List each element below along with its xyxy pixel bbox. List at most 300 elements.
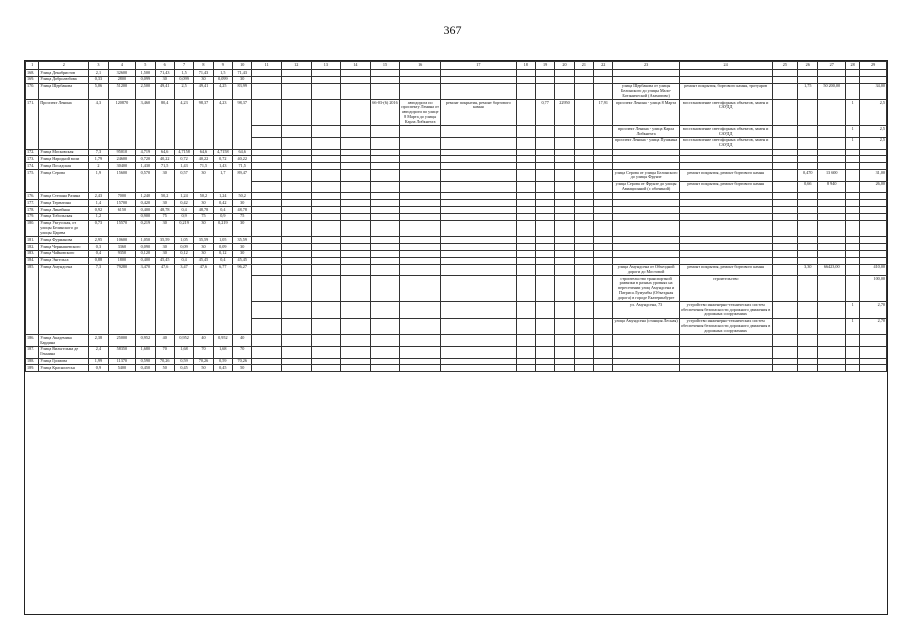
- value-cell: [341, 335, 371, 347]
- value-cell: [574, 163, 593, 170]
- value-cell: [252, 257, 282, 264]
- value-cell: [845, 170, 859, 182]
- value-cell: [772, 126, 798, 138]
- value-cell: [400, 126, 441, 138]
- value-cell: 0,9: [174, 213, 193, 220]
- repair-location: [613, 207, 679, 214]
- value-cell: [441, 213, 516, 220]
- value-cell: [860, 250, 887, 257]
- header-row: [26, 62, 887, 70]
- value-cell: [594, 207, 613, 214]
- value-cell: 30: [194, 170, 213, 193]
- value-cell: [370, 276, 400, 302]
- value-cell: [311, 346, 341, 358]
- value-cell: [341, 83, 371, 99]
- value-cell: 2,1: [89, 70, 108, 77]
- repair-location: улица Амундсена (станция Лесная): [613, 318, 679, 334]
- row-number: 174.: [26, 163, 39, 170]
- value-cell: 1800: [108, 257, 136, 264]
- row-number: 184.: [26, 257, 39, 264]
- column-number: 16: [400, 62, 441, 70]
- value-cell: [441, 257, 516, 264]
- value-cell: 30: [233, 244, 252, 251]
- value-cell: [281, 100, 311, 126]
- value-cell: [574, 100, 593, 126]
- value-cell: [798, 346, 818, 358]
- value-cell: [311, 264, 341, 276]
- value-cell: [574, 193, 593, 200]
- value-cell: [845, 70, 859, 77]
- value-cell: 22950: [555, 100, 574, 126]
- value-cell: [341, 264, 371, 276]
- column-number: 3: [89, 62, 108, 70]
- value-cell: 11370: [108, 358, 136, 365]
- value-cell: [535, 149, 554, 156]
- value-cell: [798, 100, 818, 126]
- street-name: Улица Терентина: [39, 200, 89, 207]
- value-cell: [535, 83, 554, 99]
- value-cell: [772, 213, 798, 220]
- value-cell: [341, 163, 371, 170]
- value-cell: [798, 237, 818, 244]
- row-number: 171.: [26, 100, 39, 149]
- street-name: Улица Чернышевского: [39, 244, 89, 251]
- value-cell: 0,952: [174, 335, 193, 347]
- value-cell: [574, 126, 593, 138]
- value-cell: [772, 76, 798, 83]
- value-cell: 70,26: [194, 358, 213, 365]
- value-cell: 30: [233, 76, 252, 83]
- value-cell: 71,5: [233, 163, 252, 170]
- value-cell: 66-03-(6) 2016: [370, 100, 400, 126]
- value-cell: 4,25: [213, 83, 232, 99]
- value-cell: 1,050: [136, 237, 155, 244]
- value-cell: 0,9: [89, 365, 108, 372]
- value-cell: 1,430: [136, 163, 155, 170]
- table-row: [26, 100, 887, 126]
- value-cell: [574, 156, 593, 163]
- column-number: 27: [818, 62, 846, 70]
- value-cell: [400, 76, 441, 83]
- value-cell: [252, 365, 282, 372]
- value-cell: [845, 220, 859, 236]
- value-cell: [441, 264, 516, 276]
- value-cell: [281, 346, 311, 358]
- value-cell: [311, 83, 341, 99]
- value-cell: [818, 163, 846, 170]
- value-cell: [772, 365, 798, 372]
- value-cell: 2,5: [174, 83, 193, 99]
- value-cell: [845, 250, 859, 257]
- value-cell: [281, 193, 311, 200]
- repair-location: [613, 244, 679, 251]
- value-cell: [252, 83, 282, 99]
- value-cell: [594, 149, 613, 156]
- value-cell: 1,24: [213, 193, 232, 200]
- value-cell: [818, 149, 846, 156]
- value-cell: 0,12: [174, 250, 193, 257]
- value-cell: 50: [194, 365, 213, 372]
- value-cell: [441, 250, 516, 257]
- repair-location: проспект Ленина - улица Пушкина: [613, 137, 679, 149]
- repair-location: улица Серова от Фрунзе до улицы Авиационной (с обочиной): [613, 181, 679, 193]
- value-cell: [311, 163, 341, 170]
- value-cell: [252, 276, 282, 302]
- value-cell: [311, 100, 341, 126]
- value-cell: 70: [155, 346, 174, 358]
- value-cell: [441, 244, 516, 251]
- row-number: 169.: [26, 76, 39, 83]
- value-cell: [574, 181, 593, 193]
- value-cell: [594, 83, 613, 99]
- value-cell: 0,77: [535, 100, 554, 126]
- value-cell: [281, 318, 311, 334]
- value-cell: 30: [155, 200, 174, 207]
- value-cell: [798, 250, 818, 257]
- value-cell: [818, 335, 846, 347]
- value-cell: 0,400: [136, 257, 155, 264]
- value-cell: [555, 346, 574, 358]
- value-cell: 50,2: [233, 193, 252, 200]
- value-cell: [535, 181, 554, 193]
- value-cell: [574, 83, 593, 99]
- value-cell: [555, 257, 574, 264]
- value-cell: [370, 156, 400, 163]
- value-cell: 1,05: [174, 237, 193, 244]
- value-cell: [341, 346, 371, 358]
- table-row: [26, 193, 887, 200]
- value-cell: [555, 200, 574, 207]
- value-cell: [281, 126, 311, 138]
- value-cell: 40: [233, 335, 252, 347]
- value-cell: [555, 250, 574, 257]
- repair-work-type: [679, 358, 772, 365]
- value-cell: [341, 137, 371, 149]
- value-cell: [798, 207, 818, 214]
- street-name: Улица Вильгельма де Геннина: [39, 346, 89, 358]
- value-cell: [574, 213, 593, 220]
- value-cell: [555, 137, 574, 149]
- column-number: 29: [860, 62, 887, 70]
- value-cell: [341, 181, 371, 193]
- value-cell: [594, 244, 613, 251]
- street-name: Улица Степана Разина: [39, 193, 89, 200]
- value-cell: [516, 149, 535, 156]
- value-cell: [400, 318, 441, 334]
- column-number: 8: [194, 62, 213, 70]
- value-cell: [772, 346, 798, 358]
- column-number: 15: [370, 62, 400, 70]
- value-cell: [772, 193, 798, 200]
- row-number: 189.: [26, 365, 39, 372]
- value-cell: [535, 346, 554, 358]
- value-cell: [594, 170, 613, 182]
- value-cell: [400, 163, 441, 170]
- value-cell: [516, 365, 535, 372]
- value-cell: 71,43: [155, 70, 174, 77]
- value-cell: [252, 70, 282, 77]
- value-cell: [594, 257, 613, 264]
- value-cell: [281, 83, 311, 99]
- value-cell: [798, 213, 818, 220]
- value-cell: 24600: [108, 156, 136, 163]
- value-cell: 1,05: [213, 237, 232, 244]
- value-cell: [555, 213, 574, 220]
- row-number: 185.: [26, 264, 39, 335]
- value-cell: 0,59: [174, 358, 193, 365]
- value-cell: 0,099: [136, 76, 155, 83]
- value-cell: [594, 346, 613, 358]
- value-cell: 0,42: [174, 200, 193, 207]
- row-number: 168.: [26, 70, 39, 77]
- value-cell: 40: [155, 335, 174, 347]
- value-cell: [370, 137, 400, 149]
- value-cell: [281, 76, 311, 83]
- value-cell: [370, 207, 400, 214]
- value-cell: [818, 365, 846, 372]
- column-number: 25: [772, 62, 798, 70]
- value-cell: [516, 358, 535, 365]
- value-cell: [441, 365, 516, 372]
- value-cell: [441, 156, 516, 163]
- value-cell: [281, 137, 311, 149]
- value-cell: [441, 346, 516, 358]
- value-cell: 30: [155, 250, 174, 257]
- value-cell: [516, 207, 535, 214]
- repair-work-type: устройство инженерно-технических систем обеспечения безопасности дорожного движения в дорожных сооружениях: [681, 318, 771, 333]
- column-number: 23: [613, 62, 679, 70]
- value-cell: [311, 70, 341, 77]
- value-cell: 8 940: [818, 181, 846, 193]
- value-cell: 0,219: [136, 220, 155, 236]
- street-name: Улица Серова: [39, 170, 89, 193]
- value-cell: 0,470: [798, 170, 818, 182]
- value-cell: 47,6: [194, 264, 213, 335]
- value-cell: [860, 220, 887, 236]
- value-cell: 50,2: [194, 193, 213, 200]
- value-cell: ремонт покрытия, ремонт бортового камня: [441, 100, 516, 126]
- value-cell: [341, 200, 371, 207]
- value-cell: [845, 346, 859, 358]
- value-cell: 70: [233, 346, 252, 358]
- value-cell: 1: [845, 302, 859, 318]
- value-cell: [516, 237, 535, 244]
- value-cell: [798, 257, 818, 264]
- value-cell: [370, 83, 400, 99]
- value-cell: [555, 365, 574, 372]
- repair-work-type: [679, 213, 772, 220]
- value-cell: 2,70: [860, 302, 887, 318]
- column-number: 1: [26, 62, 39, 70]
- column-number: 13: [311, 62, 341, 70]
- table-row: [26, 149, 887, 156]
- repair-location: [613, 358, 679, 365]
- value-cell: 0,59: [213, 358, 232, 365]
- value-cell: [845, 193, 859, 200]
- value-cell: [535, 276, 554, 302]
- value-cell: [400, 250, 441, 257]
- value-cell: [555, 276, 574, 302]
- value-cell: [535, 264, 554, 276]
- value-cell: [818, 70, 846, 77]
- value-cell: 1,43: [174, 163, 193, 170]
- value-cell: [818, 193, 846, 200]
- row-number: 176.: [26, 193, 39, 200]
- value-cell: [798, 220, 818, 236]
- value-cell: [400, 244, 441, 251]
- value-cell: [818, 237, 846, 244]
- value-cell: [574, 70, 593, 77]
- value-cell: [252, 193, 282, 200]
- value-cell: 49,41: [155, 83, 174, 99]
- value-cell: [818, 250, 846, 257]
- value-cell: [574, 257, 593, 264]
- repair-work-type: строительство: [679, 276, 772, 302]
- value-cell: [281, 70, 311, 77]
- value-cell: [441, 358, 516, 365]
- value-cell: 31,00: [860, 170, 887, 182]
- value-cell: [798, 335, 818, 347]
- value-cell: 0,33: [89, 76, 108, 83]
- value-cell: [516, 193, 535, 200]
- value-cell: [400, 213, 441, 220]
- value-cell: [341, 302, 371, 318]
- repair-location: [613, 193, 679, 200]
- value-cell: [798, 137, 818, 149]
- repair-location: [613, 156, 679, 163]
- column-number: 11: [252, 62, 282, 70]
- value-cell: [441, 149, 516, 156]
- value-cell: [535, 237, 554, 244]
- value-cell: [370, 302, 400, 318]
- value-cell: [441, 200, 516, 207]
- table-row: [26, 220, 887, 236]
- value-cell: 0,12: [213, 250, 232, 257]
- value-cell: [535, 70, 554, 77]
- value-cell: [772, 83, 798, 99]
- value-cell: 34,00: [860, 83, 887, 99]
- value-cell: 1: [845, 126, 859, 138]
- value-cell: 30: [194, 76, 213, 83]
- value-cell: [818, 346, 846, 358]
- value-cell: 1,79: [89, 156, 108, 163]
- value-cell: 0,57: [174, 170, 193, 193]
- value-cell: [594, 76, 613, 83]
- value-cell: [535, 126, 554, 138]
- column-number: 9: [213, 62, 232, 70]
- value-cell: [594, 220, 613, 236]
- value-cell: [400, 170, 441, 182]
- value-cell: [252, 149, 282, 156]
- value-cell: 70,26: [233, 358, 252, 365]
- value-cell: [341, 276, 371, 302]
- value-cell: 66423,00: [818, 264, 846, 276]
- value-cell: [441, 170, 516, 182]
- value-cell: 4,23: [174, 100, 193, 149]
- value-cell: [341, 170, 371, 182]
- value-cell: 0,570: [136, 170, 155, 193]
- street-name: Улица Московская: [39, 149, 89, 156]
- value-cell: 70,26: [155, 358, 174, 365]
- value-cell: [574, 335, 593, 347]
- value-cell: 79280: [108, 264, 136, 335]
- value-cell: [281, 200, 311, 207]
- value-cell: [555, 264, 574, 276]
- value-cell: [818, 276, 846, 302]
- value-cell: [370, 244, 400, 251]
- value-cell: 0,099: [213, 76, 232, 83]
- value-cell: [252, 156, 282, 163]
- value-cell: [535, 358, 554, 365]
- value-cell: 0,120: [136, 250, 155, 257]
- value-cell: [400, 156, 441, 163]
- value-cell: [370, 250, 400, 257]
- table-row: [26, 244, 887, 251]
- value-cell: [845, 207, 859, 214]
- value-cell: [594, 318, 613, 334]
- value-cell: [311, 200, 341, 207]
- value-cell: [311, 126, 341, 138]
- value-cell: 64,6: [194, 149, 213, 156]
- column-number: 20: [555, 62, 574, 70]
- value-cell: [370, 358, 400, 365]
- table-row: [26, 346, 887, 358]
- value-cell: [594, 126, 613, 138]
- value-cell: [860, 335, 887, 347]
- value-cell: 98,37: [194, 100, 213, 149]
- repair-location: [613, 237, 679, 244]
- value-cell: [772, 257, 798, 264]
- value-cell: [370, 170, 400, 182]
- value-cell: [516, 137, 535, 149]
- value-cell: [535, 244, 554, 251]
- value-cell: 0,720: [136, 156, 155, 163]
- value-cell: [400, 365, 441, 372]
- value-cell: [516, 200, 535, 207]
- value-cell: [798, 358, 818, 365]
- value-cell: [535, 193, 554, 200]
- value-cell: 58350: [108, 346, 136, 358]
- value-cell: 26,00: [860, 181, 887, 193]
- value-cell: [400, 149, 441, 156]
- value-cell: [281, 257, 311, 264]
- value-cell: [252, 200, 282, 207]
- value-cell: [441, 335, 516, 347]
- value-cell: [311, 335, 341, 347]
- value-cell: [845, 200, 859, 207]
- value-cell: [281, 207, 311, 214]
- value-cell: [845, 264, 859, 276]
- repair-work-type: [679, 365, 772, 372]
- value-cell: [860, 365, 887, 372]
- value-cell: [516, 318, 535, 334]
- street-name: Улица Посадская: [39, 163, 89, 170]
- value-cell: [400, 193, 441, 200]
- value-cell: 6,77: [213, 264, 232, 335]
- value-cell: 0,3: [89, 244, 108, 251]
- value-cell: 2,5: [860, 126, 887, 138]
- value-cell: [594, 250, 613, 257]
- repair-work-type: [679, 163, 772, 170]
- value-cell: [441, 302, 516, 318]
- value-cell: 80,4: [155, 100, 174, 149]
- value-cell: 3,470: [136, 264, 155, 335]
- table-row: [26, 200, 887, 207]
- value-cell: [252, 335, 282, 347]
- value-cell: [772, 170, 798, 182]
- value-cell: 0,4: [174, 257, 193, 264]
- value-cell: [516, 170, 535, 182]
